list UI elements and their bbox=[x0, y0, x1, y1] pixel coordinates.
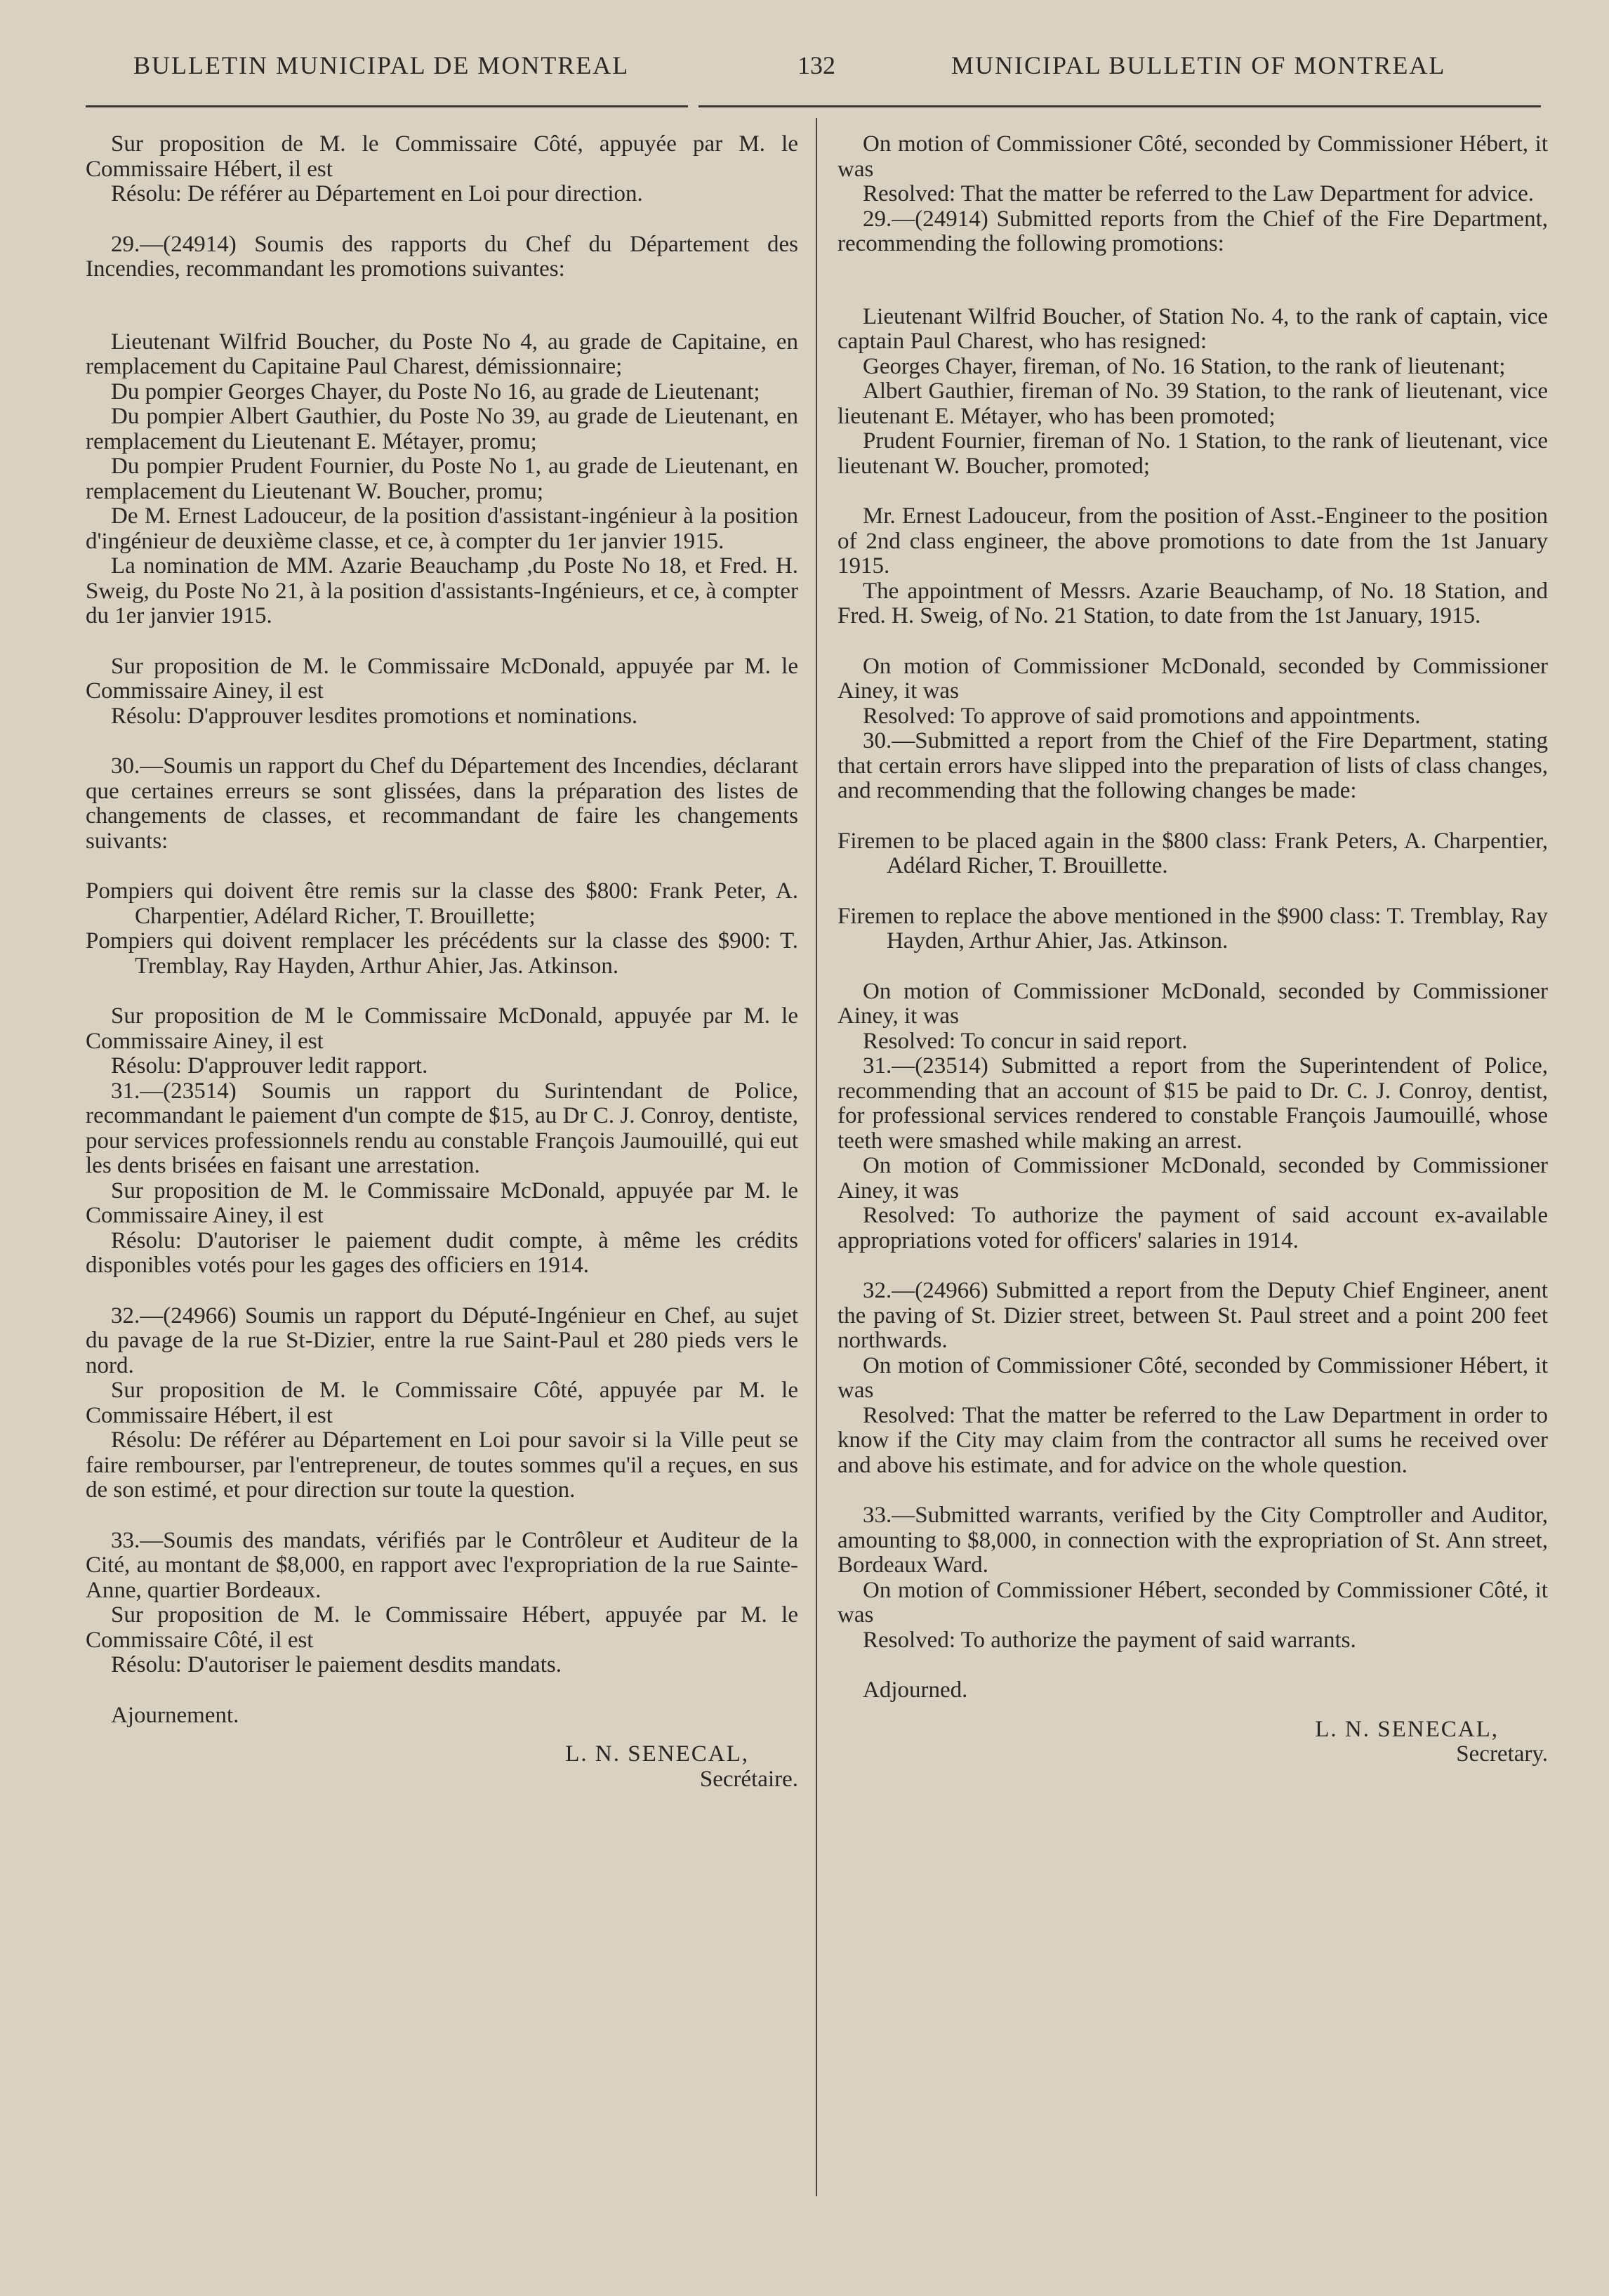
fr-paragraph: Pompiers qui doivent remplacer les précédents sur la classe des $900: T. Tremblay, Ray Hayden, Arthur Ahier, Jas. Atkinson. bbox=[86, 928, 798, 979]
en-paragraph: Resolved: To authorize the payment of said account ex-available appropriations voted for officers' salaries in 1914. bbox=[837, 1203, 1548, 1253]
column-divider bbox=[816, 118, 817, 2196]
en-paragraph: 33.—Submitted warrants, verified by the City Comptroller and Auditor, amounting to $8,000, in connection with the expropriation of St. Ann street, Bordeaux Ward. bbox=[837, 1503, 1548, 1578]
en-paragraph: Resolved: To concur in said report. bbox=[863, 1028, 1188, 1054]
en-paragraph: Lieutenant Wilfrid Boucher, of Station No. 4, to the rank of captain, vice captain Paul Charest, who has resigned: bbox=[837, 303, 1548, 354]
en-paragraph: On motion of Commissioner Hébert, seconded by Commissioner Côté, it was bbox=[837, 1577, 1548, 1628]
en-paragraph: On motion of Commissioner Côté, seconded by Commissioner Hébert, it was bbox=[837, 131, 1548, 182]
fr-paragraph: Sur proposition de M le Commissaire McDonald, appuyée par M. le Commissaire Ainey, il est bbox=[86, 1003, 798, 1054]
en-paragraph: Resolved: To authorize the payment of said warrants. bbox=[863, 1627, 1356, 1653]
fr-paragraph: 33.—Soumis des mandats, vérifiés par le Contrôleur et Auditeur de la Cité, au montant de $8,000, en rapport avec l'expropriation de la rue Sainte-Anne, quartier Bordeaux. bbox=[86, 1527, 798, 1603]
fr-paragraph: Résolu: De référer au Département en Loi pour direction. bbox=[111, 181, 643, 206]
fr-paragraph: 31.—(23514) Soumis un rapport du Surintendant de Police, recommandant le paiement d'un compte de $15, au Dr C. J. Conroy, dentiste, pour services professionnels rendu au constable François Jaumouillé, qui eut les dents brisées en faisant une arrestation. bbox=[86, 1078, 798, 1178]
fr-paragraph: 30.—Soumis un rapport du Chef du Département des Incendies, déclarant que certaines erreurs se sont glissées, dans la préparation des listes de changements de classes, et recommandant de faire les changements suivants: bbox=[86, 753, 798, 854]
fr-paragraph: Pompiers qui doivent être remis sur la classe des $800: Frank Peter, A. Charpentier, Adélard Richer, T. Brouillette; bbox=[86, 878, 798, 929]
en-signature-title: Secretary. bbox=[1456, 1741, 1548, 1767]
en-paragraph: 30.—Submitted a report from the Chief of the Fire Department, stating that certain errors have slipped into the preparation of lists of class changes, and recommending that the following changes be made: bbox=[837, 728, 1548, 803]
en-paragraph: Prudent Fournier, fireman of No. 1 Station, to the rank of lieutenant, vice lieutenant W. Boucher, promoted; bbox=[837, 428, 1548, 479]
fr-adjournment: Ajournement. bbox=[111, 1702, 239, 1728]
en-paragraph: Georges Chayer, fireman, of No. 16 Station, to the rank of lieutenant; bbox=[863, 353, 1506, 379]
en-paragraph: On motion of Commissioner McDonald, seconded by Commissioner Ainey, it was bbox=[837, 653, 1548, 704]
en-paragraph: The appointment of Messrs. Azarie Beauchamp, of No. 18 Station, and Fred. H. Sweig, of No. 21 Station, to date from the 1st January, 1915. bbox=[837, 578, 1548, 628]
fr-signature-title: Secrétaire. bbox=[699, 1766, 798, 1792]
header-french-title: BULLETIN MUNICIPAL DE MONTREAL bbox=[133, 51, 630, 79]
fr-paragraph: Du pompier Georges Chayer, du Poste No 16, au grade de Lieutenant; bbox=[111, 378, 760, 404]
en-paragraph: On motion of Commissioner McDonald, seconded by Commissioner Ainey, it was bbox=[837, 1153, 1548, 1203]
en-paragraph: Firemen to replace the above mentioned in the $900 class: T. Tremblay, Ray Hayden, Arthur Ahier, Jas. Atkinson. bbox=[837, 903, 1548, 954]
fr-paragraph: Du pompier Prudent Fournier, du Poste No 1, au grade de Lieutenant, en remplacement du Lieutenant W. Boucher, promu; bbox=[86, 454, 798, 504]
fr-paragraph: 32.—(24966) Soumis un rapport du Député-Ingénieur en Chef, au sujet du pavage de la rue St-Dizier, entre la rue Saint-Paul et 280 pieds vers le nord. bbox=[86, 1302, 798, 1378]
fr-paragraph: Sur proposition de M. le Commissaire McDonald, appuyée par M. le Commissaire Ainey, il est bbox=[86, 653, 798, 704]
en-paragraph: On motion of Commissioner Côté, seconded by Commissioner Hébert, it was bbox=[837, 1352, 1548, 1403]
en-paragraph: 32.—(24966) Submitted a report from the Deputy Chief Engineer, anent the paving of St. Dizier street, between St. Paul street and a point 200 feet northwards. bbox=[837, 1278, 1548, 1353]
fr-paragraph: Lieutenant Wilfrid Boucher, du Poste No 4, au grade de Capitaine, en remplacement du Capitaine Paul Charest, démissionnaire; bbox=[86, 329, 798, 379]
fr-paragraph: Sur proposition de M. le Commissaire Côté, appuyée par M. le Commissaire Hébert, il est bbox=[86, 131, 798, 182]
fr-signature bbox=[86, 1742, 798, 1792]
fr-paragraph: Résolu: De référer au Département en Loi pour savoir si la Ville peut se faire rembourser, par l'entrepreneur, de toutes sommes qu'il a reçues, en sus de son estimé, et pour direction sur toute la question. bbox=[86, 1427, 798, 1503]
fr-paragraph: 29.—(24914) Soumis des rapports du Chef du Département des Incendies, recommandant les promotions suivantes: bbox=[86, 231, 798, 282]
en-paragraph: Mr. Ernest Ladouceur, from the position of Asst.-Engineer to the position of 2nd class engineer, the above promotions to date from the 1st January 1915. bbox=[837, 503, 1548, 579]
en-paragraph: Albert Gauthier, fireman of No. 39 Station, to the rank of lieutenant, vice lieutenant E. Métayer, who has been promoted; bbox=[837, 378, 1548, 429]
fr-paragraph: Sur proposition de M. le Commissaire Hébert, appuyée par M. le Commissaire Côté, il est bbox=[86, 1602, 798, 1653]
header-rule-right bbox=[698, 105, 1541, 107]
english-column bbox=[837, 132, 1548, 1767]
fr-signature-name: L. N. SENECAL, bbox=[565, 1741, 749, 1767]
en-paragraph: Resolved: That the matter be referred to the Law Department in order to know if the City may claim from the contractor all sums he received over and above his estimate, and for advice on the whole question. bbox=[837, 1402, 1548, 1478]
fr-paragraph: Sur proposition de M. le Commissaire Côté, appuyée par M. le Commissaire Hébert, il est bbox=[86, 1378, 798, 1428]
fr-paragraph: De M. Ernest Ladouceur, de la position d'assistant-ingénieur à la position d'ingénieur de deuxième classe, et ce, à compter du 1er janvier 1915. bbox=[86, 503, 798, 554]
fr-paragraph: Résolu: D'autoriser le paiement desdits mandats. bbox=[111, 1652, 562, 1677]
fr-paragraph: La nomination de MM. Azarie Beauchamp ,du Poste No 18, et Fred. H. Sweig, du Poste No 21, à la position d'assistants-Ingénieurs, et ce, à compter du 1er janvier 1915. bbox=[86, 553, 798, 628]
en-signature bbox=[837, 1717, 1548, 1767]
en-paragraph: Firemen to be placed again in the $800 class: Frank Peters, A. Charpentier, Adélard Richer, T. Brouillette. bbox=[837, 828, 1548, 878]
fr-paragraph: Résolu: D'approuver ledit rapport. bbox=[111, 1053, 428, 1078]
en-signature-name: L. N. SENECAL, bbox=[1315, 1716, 1499, 1742]
en-paragraph: 31.—(23514) Submitted a report from the Superintendent of Police, recommending that an account of $15 be paid to Dr. C. J. Conroy, dentist, for professional services rendered to constable François Jaumouillé, whose teeth were smashed while making an arrest. bbox=[837, 1053, 1548, 1154]
en-paragraph: 29.—(24914) Submitted reports from the Chief of the Fire Department, recommending the following promotions: bbox=[837, 206, 1548, 256]
header-english-title: MUNICIPAL BULLETIN OF MONTREAL bbox=[951, 51, 1446, 79]
en-paragraph: Resolved: That the matter be referred to the Law Department for advice. bbox=[863, 181, 1534, 206]
fr-paragraph: Résolu: D'approuver lesdites promotions et nominations. bbox=[111, 703, 638, 729]
en-paragraph: On motion of Commissioner McDonald, seconded by Commissioner Ainey, it was bbox=[837, 978, 1548, 1029]
french-column bbox=[86, 132, 798, 1792]
fr-paragraph: Sur proposition de M. le Commissaire McDonald, appuyée par M. le Commissaire Ainey, il est bbox=[86, 1177, 798, 1228]
en-paragraph: Resolved: To approve of said promotions and appointments. bbox=[863, 703, 1421, 729]
en-adjournment: Adjourned. bbox=[863, 1677, 968, 1703]
fr-paragraph: Résolu: D'autoriser le paiement dudit compte, à même les crédits disponibles votés pour les gages des officiers en 1914. bbox=[86, 1227, 798, 1278]
page-number: 132 bbox=[797, 51, 835, 79]
fr-paragraph: Du pompier Albert Gauthier, du Poste No 39, au grade de Lieutenant, en remplacement du Lieutenant E. Métayer, promu; bbox=[86, 404, 798, 454]
header-rule-left bbox=[86, 105, 688, 107]
